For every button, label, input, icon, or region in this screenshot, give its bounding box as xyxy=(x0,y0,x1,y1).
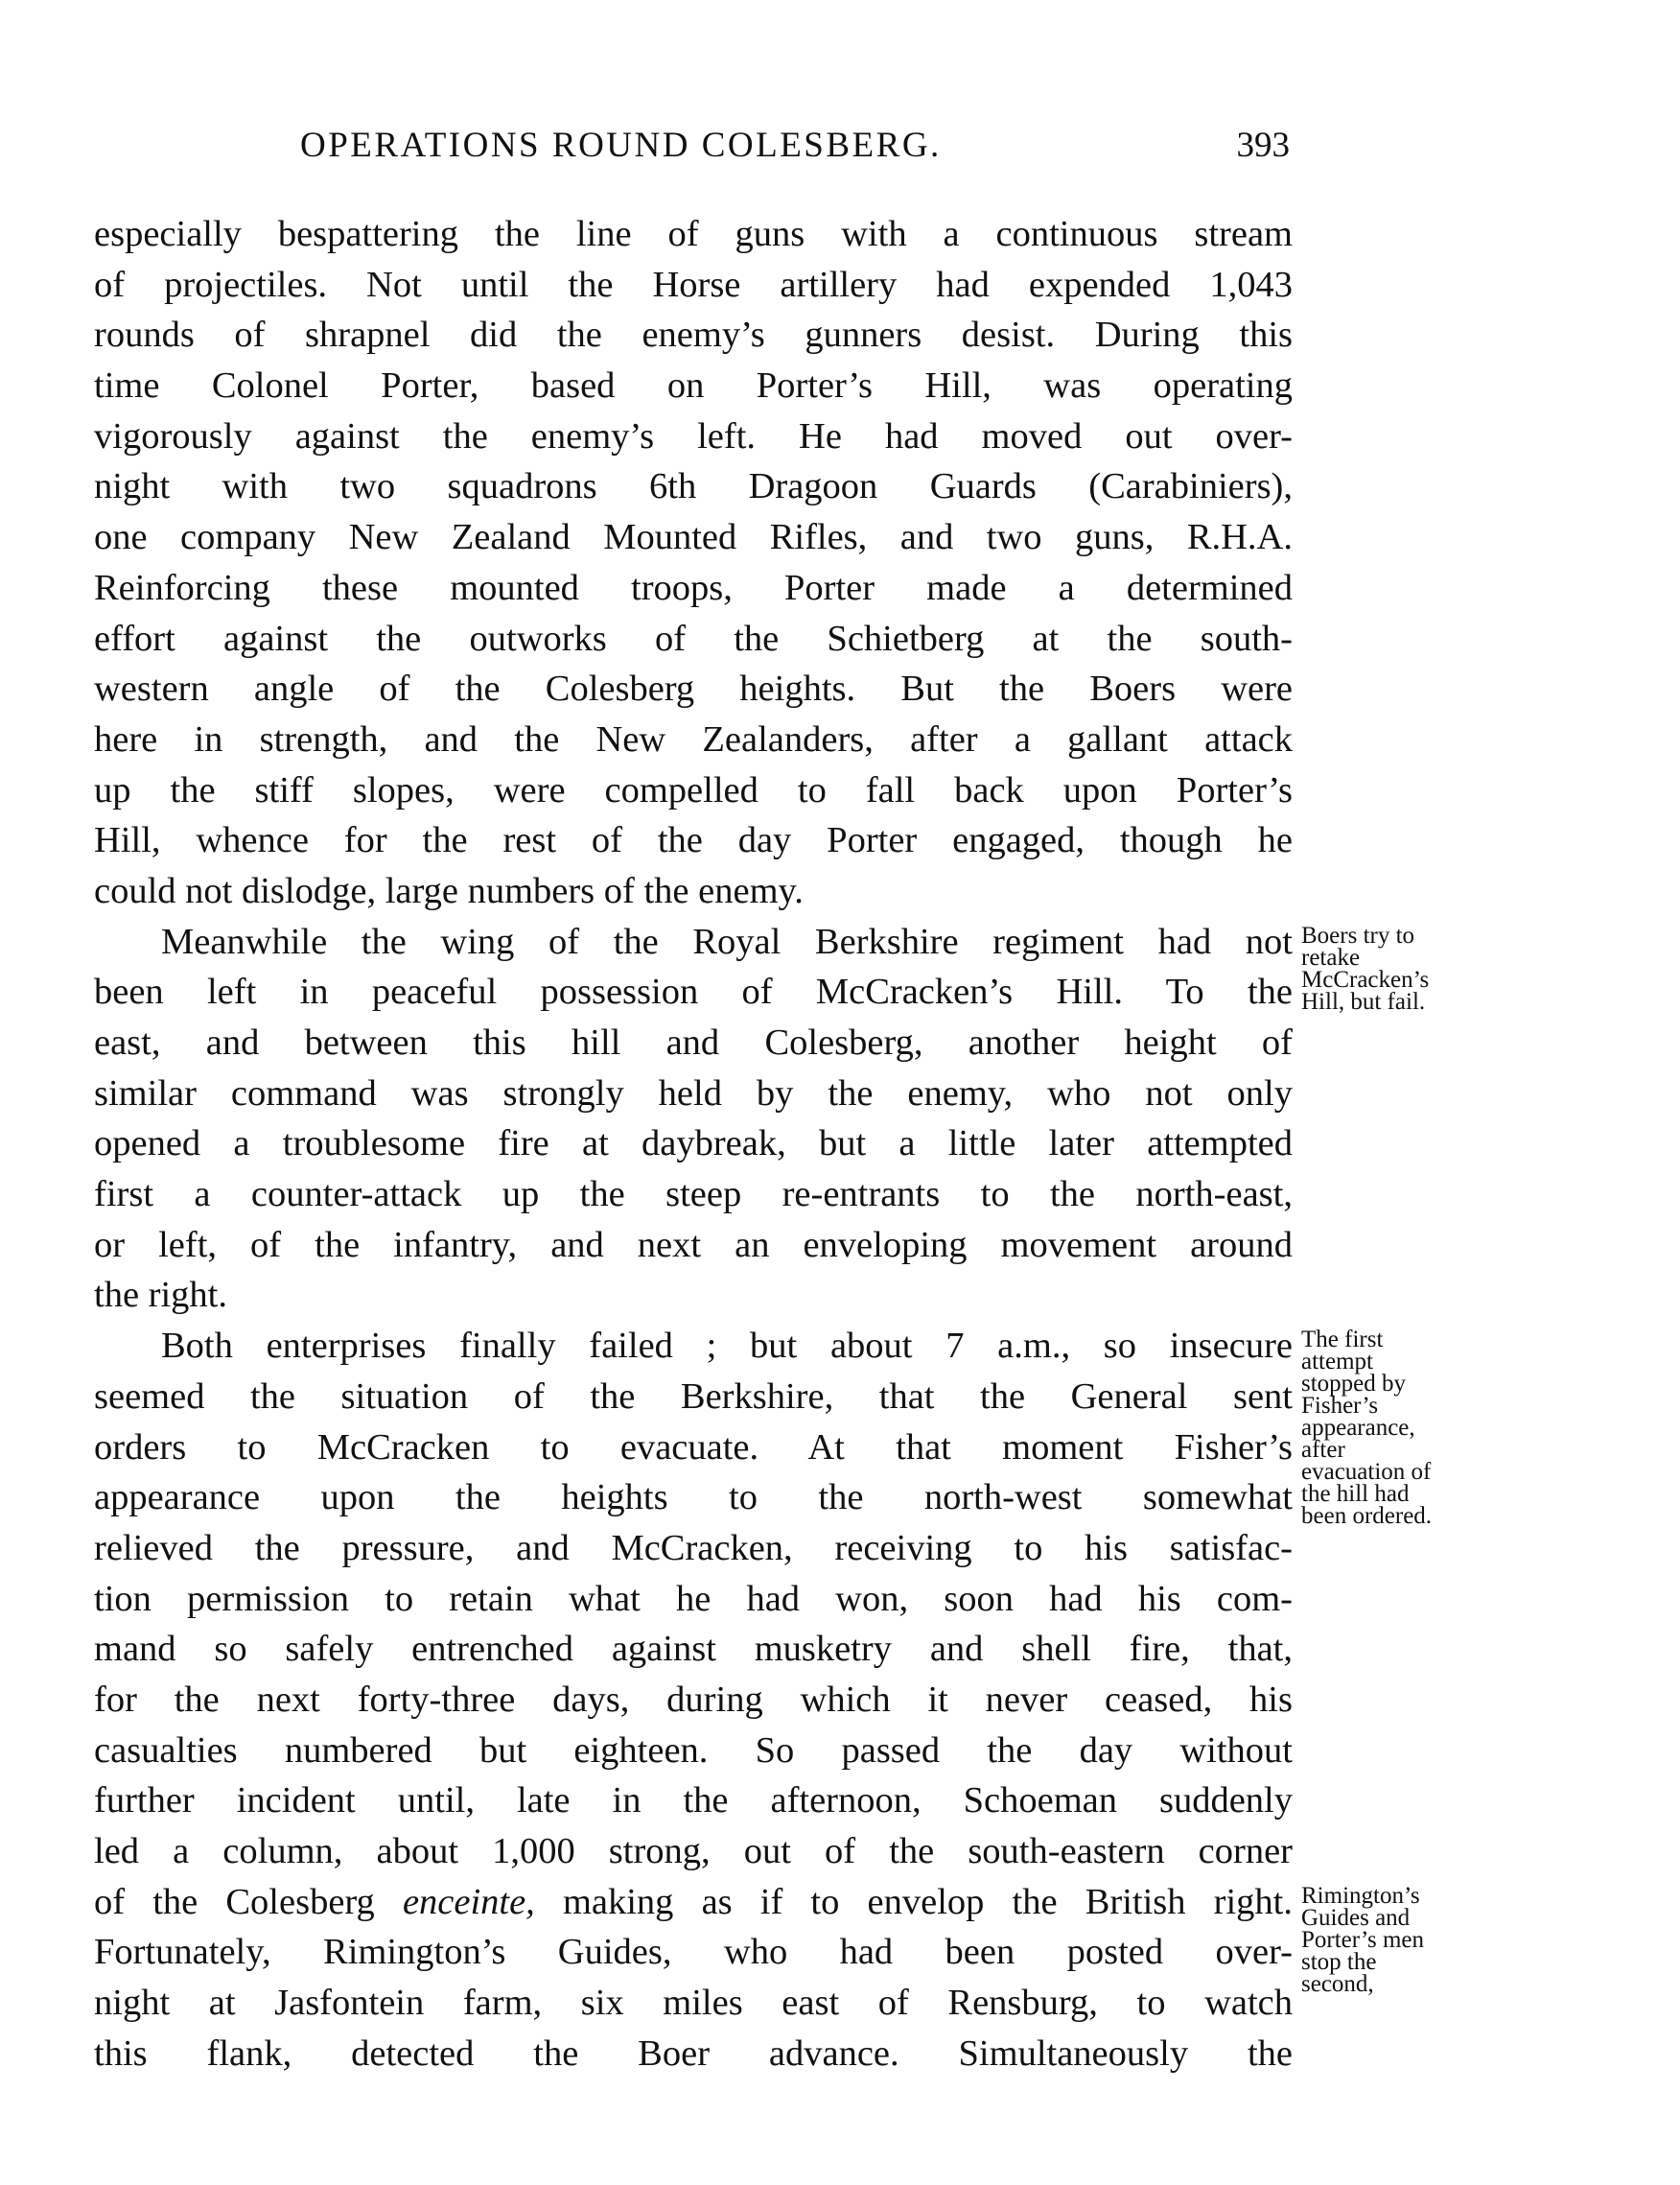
text-line xyxy=(94,1372,1293,1422)
margin-note-line: retake xyxy=(1301,944,1361,971)
line-text: or left, of the infantry, and next an enveloping movement around xyxy=(94,1224,1293,1265)
text-line xyxy=(94,614,1293,665)
text-line xyxy=(94,361,1293,411)
margin-note-line: second, xyxy=(1301,1971,1374,1998)
text-line xyxy=(94,1069,1293,1119)
text-line xyxy=(94,2029,1293,2079)
margin-note-line: Boers try to xyxy=(1301,922,1415,949)
text-line xyxy=(94,1220,1293,1271)
line-text: Hill, whence for the rest of the day Porter engaged, though he xyxy=(94,820,1293,861)
line-text: Fortunately, Rimington’s Guides, who had been posted over- xyxy=(94,1932,1293,1973)
line-text: this flank, detected the Boer advance. Simultaneously the xyxy=(94,2032,1293,2074)
line-text: effort against the outworks of the Schietberg at the south- xyxy=(94,618,1293,659)
line-text: orders to McCracken to evacuate. At that moment Fisher’s xyxy=(94,1426,1293,1468)
text-line xyxy=(94,1422,1293,1473)
text-line xyxy=(94,1826,1293,1877)
running-title: OPERATIONS ROUND COLESBERG. xyxy=(300,126,942,165)
line-text: night with two squadrons 6th Dragoon Guards (Carabiniers), xyxy=(94,466,1293,507)
line-text: could not dislodge, large numbers of the enemy. xyxy=(94,870,804,911)
margin-note-line: stopped by xyxy=(1301,1371,1407,1398)
margin-note-line: appearance, xyxy=(1301,1415,1415,1442)
line-text: similar command was strongly held by the enemy, who not only xyxy=(94,1072,1293,1114)
text-line xyxy=(94,1523,1293,1574)
line-text: vigorously against the enemy’s left. He had moved out over- xyxy=(94,415,1293,457)
margin-note-line: stop the xyxy=(1301,1949,1377,1976)
line-text: led a column, about 1,000 strong, out of the south-eastern corner xyxy=(94,1831,1293,1871)
line-text: mand so safely entrenched against musketry and shell fire, that, xyxy=(94,1629,1293,1670)
line-text: appearance upon the heights to the north-west somewhat xyxy=(94,1477,1293,1518)
margin-note-line: Hill, but fail. xyxy=(1301,988,1426,1015)
text-line xyxy=(94,1118,1293,1169)
line-text: of the Colesberg xyxy=(94,1881,403,1922)
text-line xyxy=(94,664,1293,715)
line-text: casualties numbered but eighteen. So passed the day without xyxy=(94,1729,1293,1771)
text-line xyxy=(94,1321,1293,1372)
text-line xyxy=(94,1574,1293,1625)
line-text: night at Jasfontein farm, six miles east of Rensburg, to watch xyxy=(94,1983,1293,2024)
text-line xyxy=(94,866,1293,917)
text-line xyxy=(94,1726,1293,1776)
line-text: Reinforcing these mounted troops, Porter made a determined xyxy=(94,567,1293,608)
line-text: tion permission to retain what he had won, soon had his com- xyxy=(94,1578,1293,1619)
text-line xyxy=(94,1472,1293,1523)
line-text: east, and between this hill and Colesberg, another height of xyxy=(94,1022,1293,1063)
line-text: seemed the situation of the Berkshire, that the General sent xyxy=(94,1375,1293,1417)
text-line xyxy=(94,260,1293,311)
line-text: been left in peaceful possession of McCracken’s Hill. To the xyxy=(94,972,1293,1013)
text-line xyxy=(94,1675,1293,1726)
line-text: rounds of shrapnel did the enemy’s gunners desist. During this xyxy=(94,315,1293,356)
text-line xyxy=(94,310,1293,361)
margin-note xyxy=(1301,922,1430,1015)
line-text: for the next forty-three days, during which it never ceased, his xyxy=(94,1679,1293,1720)
text-line xyxy=(94,411,1293,462)
margin-note-line: McCracken’s xyxy=(1301,966,1430,993)
text-line xyxy=(94,563,1293,614)
line-text: of projectiles. Not until the Horse artillery had expended 1,043 xyxy=(94,264,1293,305)
line-text: further incident until, late in the afternoon, Schoeman suddenly xyxy=(94,1780,1293,1821)
margin-note-line: attempt xyxy=(1301,1349,1373,1375)
line-text: the right. xyxy=(94,1275,227,1316)
text-line xyxy=(94,209,1293,260)
body-text xyxy=(94,209,1293,2079)
text-line xyxy=(94,461,1293,512)
text-line xyxy=(94,815,1293,866)
line-text: first a counter-attack up the steep re-entrants to the north-east, xyxy=(94,1174,1293,1215)
text-line xyxy=(94,1927,1293,1978)
line-text: especially bespattering the line of guns with a continuous stream xyxy=(94,214,1293,254)
margin-note-line: evacuation of xyxy=(1301,1459,1432,1486)
italic-word: enceinte, xyxy=(402,1881,535,1922)
text-line xyxy=(94,917,1293,968)
line-text: opened a troublesome fire at daybreak, but a little later attempted xyxy=(94,1123,1293,1164)
text-line xyxy=(94,715,1293,765)
text-line xyxy=(94,1877,1293,1928)
text-line xyxy=(94,512,1293,563)
margin-note-line: Guides and xyxy=(1301,1905,1411,1932)
line-text: relieved the pressure, and McCracken, receiving to his satisfac- xyxy=(94,1527,1293,1568)
line-text: up the stiff slopes, were compelled to fall back upon Porter’s xyxy=(94,769,1293,811)
line-text: western angle of the Colesberg heights. But the Boers were xyxy=(94,669,1293,710)
line-text: one company New Zealand Mounted Rifles, and two guns, R.H.A. xyxy=(94,517,1293,558)
margin-note-line: after xyxy=(1301,1437,1345,1464)
running-header xyxy=(94,125,1290,173)
margin-note xyxy=(1301,1883,1424,1998)
margin-note-line: Porter’s men xyxy=(1301,1927,1424,1954)
text-line xyxy=(94,1018,1293,1069)
margin-note xyxy=(1301,1327,1433,1530)
text-line xyxy=(94,1624,1293,1675)
line-text: time Colonel Porter, based on Porter’s Hill, was operating xyxy=(94,365,1293,407)
text-line xyxy=(94,1978,1293,2029)
margin-note-line: The first xyxy=(1301,1327,1384,1353)
margin-note-line: Fisher’s xyxy=(1301,1393,1379,1420)
text-line xyxy=(94,1775,1293,1826)
margin-note-line: the hill had xyxy=(1301,1481,1410,1508)
line-text: Meanwhile the wing of the Royal Berkshire regiment had not xyxy=(161,921,1293,962)
text-line xyxy=(94,1270,1293,1321)
line-text: here in strength, and the New Zealanders, after a gallant attack xyxy=(94,718,1293,760)
margin-note-line: been ordered. xyxy=(1301,1503,1433,1530)
text-line xyxy=(94,1169,1293,1220)
text-line xyxy=(94,967,1293,1018)
line-text: Both enterprises finally failed ; but about 7 a.m., so insecure xyxy=(161,1326,1293,1367)
margin-note-line: Rimington’s xyxy=(1301,1883,1420,1910)
page-number: 393 xyxy=(1236,126,1290,165)
line-text: making as if to envelop the British right. xyxy=(534,1881,1293,1922)
text-line xyxy=(94,765,1293,816)
